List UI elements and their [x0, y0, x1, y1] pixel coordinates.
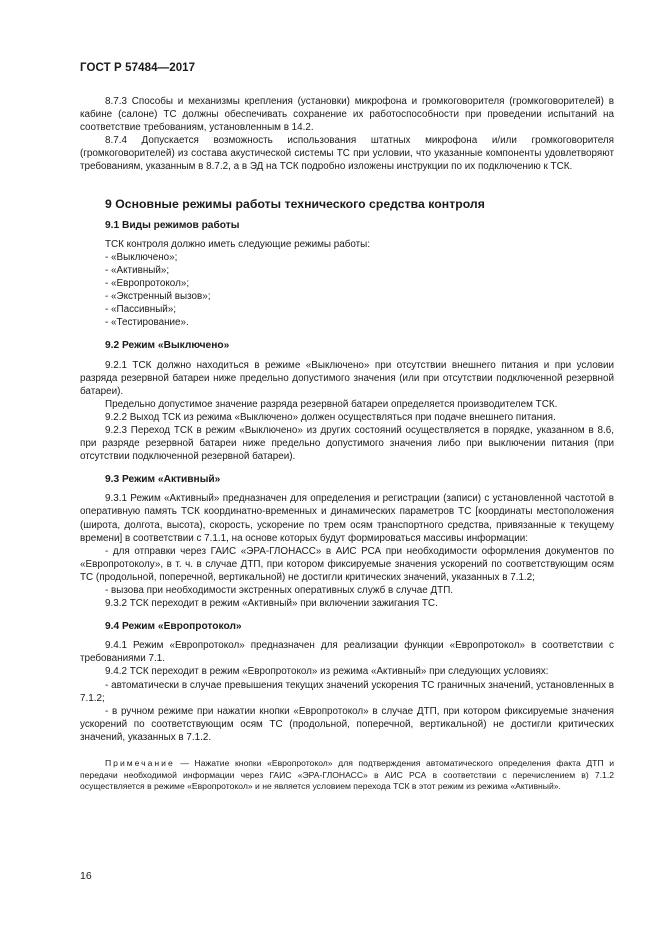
- standard-header: ГОСТ Р 57484—2017: [80, 62, 196, 74]
- paragraph-9-2-3: 9.2.3 Переход ТСК в режим «Выключено» из других состояний осуществляется в порядке, указанном в 8.6, при разряде резервной батареи ниже предельно допустимого значения либо при выключении питания (при отсутствии подключенной резервной батареи).: [80, 424, 614, 463]
- section-9-4-heading: 9.4 Режим «Европротокол»: [105, 621, 242, 633]
- paragraph-9-2-2: 9.2.2 Выход ТСК из режима «Выключено» должен осуществляться при подаче внешнего питания.: [105, 411, 556, 423]
- paragraph-8-7-3: 8.7.3 Способы и механизмы крепления (установки) микрофона и громкоговорителя (громкоговорителей) в кабине (салоне) ТС должны обеспечивать сохранение их работоспособности при проведении испытаний на соответствие требованиям, установленным в 14.2.: [80, 96, 614, 134]
- list-item: - вызова при необходимости экстренных оперативных служб в случае ДТП.: [105, 585, 454, 596]
- list-item: - автоматически в случае превышения текущих значений ускорения ТС граничных значений, установленных в 7.1.2;: [80, 679, 614, 704]
- list-item: - «Тестирование».: [105, 317, 189, 329]
- list-item: - в ручном режиме при нажатии кнопки «Европротокол» в случае ДТП, при котором фиксируемые значения ускорений по соответствующим осям ТС (продольной, поперечной, вертикальной) не достигли критических значений, указанных в 7.1.2.: [80, 705, 614, 743]
- paragraph-9-2-1: 9.2.1 ТСК должно находиться в режиме «Выключено» при отсутствии внешнего питания и при условии разряда резервной батареи ниже предельно допустимого значения (или при отсутствии подключенной резервной батареи).: [80, 359, 614, 397]
- list-item: - «Активный»;: [105, 264, 170, 276]
- list-item: - «Выключено»;: [105, 251, 178, 263]
- paragraph-9-2-1-b: Предельно допустимое значение разряда резервной батареи определяется производителем ТСК.: [105, 398, 558, 410]
- paragraph-9-3-2: 9.3.2 ТСК переходит в режим «Активный» при включении зажигания ТС.: [105, 598, 438, 610]
- paragraph-9-3-1: 9.3.1 Режим «Активный» предназначен для определения и регистрации (записи) с установленной частотой в оперативную память ТСК координатно-временных и динамических параметров ТС [координаты местоположения (широта, долгота, высота), скорость, ускорение по трем осям транспортного средства, привязанные к текущему времени] в соответствии с 7.1.1, на основе которых будут формироваться массивы информации:: [80, 493, 614, 544]
- list-item: - «Пассивный»;: [105, 304, 177, 316]
- paragraph-9-4-1: 9.4.1 Режим «Европротокол» предназначен для реализации функции «Европротокол» в соответствии с требованиями 7.1.: [80, 640, 614, 665]
- note-label: Примечание: [105, 758, 175, 769]
- section-9-3-heading: 9.3 Режим «Активный»: [105, 474, 221, 486]
- section-9-2-heading: 9.2 Режим «Выключено»: [105, 340, 230, 352]
- page-number: 16: [80, 870, 92, 882]
- section-9-heading: 9 Основные режимы работы технического средства контроля: [105, 196, 485, 211]
- paragraph-9-4-2: 9.4.2 ТСК переходит в режим «Европротокол» из режима «Активный» при следующих условиях:: [105, 666, 549, 678]
- paragraph-8-7-4: 8.7.4 Допускается возможность использования штатных микрофона и/или громкоговорителя (громкоговорителей) из состава акустической системы ТС при условии, что указанные компоненты удовлетворяют требованиям, указанным в 8.7.2, а в ЭД на ТСК подробно изложены инструкции по их подключению к ТСК.: [80, 135, 614, 173]
- section-9-1-heading: 9.1 Виды режимов работы: [105, 219, 240, 231]
- note: [80, 758, 614, 793]
- modes-lead: ТСК контроля должно иметь следующие режимы работы:: [105, 238, 371, 250]
- list-item: - «Европротокол»;: [105, 278, 190, 290]
- document-body: [80, 95, 614, 793]
- list-item: - «Экстренный вызов»;: [105, 291, 211, 303]
- note-text: — Нажатие кнопки «Европротокол» для подтверждения автоматического определения факта ДТП и передачи необходимой информации через ГАИС «ЭРА-ГЛОНАСС» в АИС РСА в соответствии с перечислением в) 7.1.2 осуществляется в режиме «Европротокол» и не является условием перехода ТСК в этот режим из режима «Активный».: [80, 758, 614, 792]
- list-item: - для отправки через ГАИС «ЭРА-ГЛОНАСС» в АИС РСА при необходимости оформления документов по «Европротоколу», в т. ч. в случае ДТП, при котором фиксируемые значения ускорений по соответствующим осям ТС (продольной, поперечной, вертикальной) не достигли критических значений, указанных в 7.1.2;: [80, 545, 614, 583]
